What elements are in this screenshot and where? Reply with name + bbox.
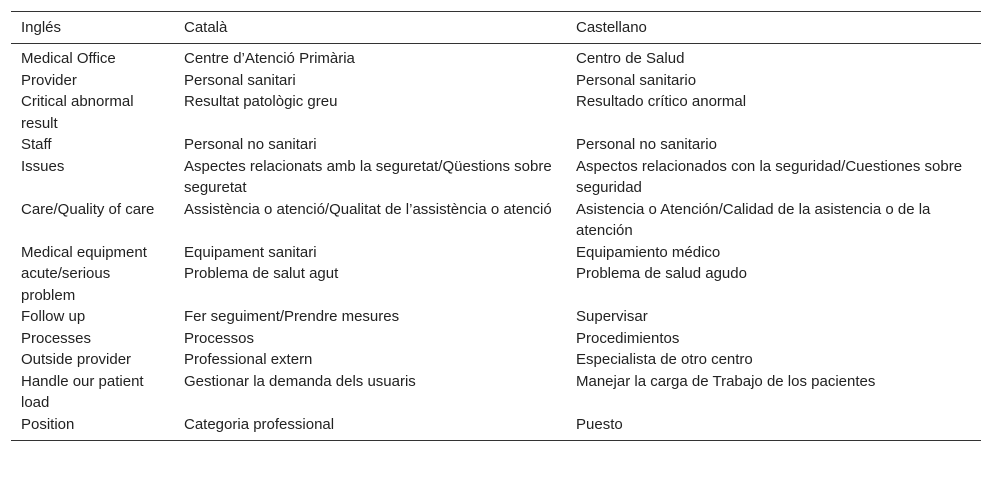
cell-english: Position: [11, 414, 174, 441]
cell-spanish: Personal sanitario: [576, 71, 697, 89]
cell-catalan: Equipament sanitari: [184, 243, 317, 261]
table-row: [11, 306, 981, 328]
header-row: [11, 12, 981, 44]
cell-spanish: Equipamiento médico: [576, 243, 721, 261]
table-row: [11, 328, 981, 350]
cell-english: Medical Office: [21, 50, 116, 67]
cell-catalan: Categoria professional: [174, 414, 566, 441]
cell-spanish: Asistencia o Atención/Calidad de la asistencia o de la atención: [576, 200, 931, 239]
header-english: Inglés: [11, 12, 174, 44]
cell-english: Issues: [21, 157, 65, 175]
table-row: [11, 199, 981, 242]
cell-spanish: Especialista de otro centro: [576, 351, 753, 368]
table-row: [11, 371, 981, 414]
cell-spanish: Aspectos relacionados con la seguridad/Cuestiones sobre seguridad: [576, 157, 963, 196]
table-row: [11, 44, 981, 70]
cell-english: Medical equipment: [21, 243, 147, 261]
table-row: [11, 156, 981, 199]
table-row: [11, 414, 981, 441]
table-row: [11, 263, 981, 306]
cell-spanish: Procedimientos: [576, 329, 680, 347]
table-row: [11, 134, 981, 156]
cell-english: Care/Quality of care: [21, 200, 155, 218]
cell-spanish: Supervisar: [576, 308, 648, 325]
cell-spanish: Resultado crítico anormal: [576, 93, 747, 110]
cell-english: Processes: [21, 329, 92, 347]
cell-catalan: Gestionar la demanda dels usuaris: [184, 372, 416, 390]
table-row: [11, 70, 981, 92]
cell-spanish: Problema de salud agudo: [576, 265, 747, 282]
cell-spanish: Centro de Salud: [576, 50, 685, 67]
cell-catalan: Personal sanitari: [184, 71, 296, 89]
cell-spanish: Personal no sanitario: [576, 136, 717, 153]
cell-catalan: Personal no sanitari: [184, 136, 317, 153]
cell-catalan: Problema de salut agut: [184, 265, 339, 282]
cell-english: acute/serious problem: [21, 265, 111, 304]
table-header: [11, 12, 981, 44]
cell-catalan: Aspectes relacionats amb la seguretat/Qüestions sobre seguretat: [184, 157, 552, 196]
cell-catalan: Assistència o atenció/Qualitat de l’assistència o atenció: [184, 200, 552, 218]
cell-catalan: Resultat patològic greu: [184, 93, 338, 110]
cell-english: Handle our patient load: [21, 372, 144, 411]
cell-catalan: Processos: [184, 329, 255, 347]
cell-english: Staff: [21, 136, 52, 153]
table-row: [11, 91, 981, 134]
cell-spanish: Puesto: [566, 414, 981, 441]
cell-english: Critical abnormal result: [21, 93, 134, 132]
table-row: [11, 349, 981, 371]
cell-catalan: Professional extern: [184, 351, 313, 368]
cell-english: Follow up: [21, 308, 86, 325]
header-spanish: Castellano: [566, 12, 981, 44]
cell-english: Provider: [21, 71, 77, 89]
cell-spanish: Manejar la carga de Trabajo de los pacientes: [576, 372, 876, 390]
cell-english: Outside provider: [21, 351, 132, 368]
translation-table: [11, 11, 981, 441]
cell-catalan: Centre d’Atenció Primària: [184, 50, 355, 67]
header-catalan: Català: [174, 12, 566, 44]
table-body: [11, 44, 981, 441]
table-row: [11, 242, 981, 264]
cell-catalan: Fer seguiment/Prendre mesures: [184, 308, 400, 325]
